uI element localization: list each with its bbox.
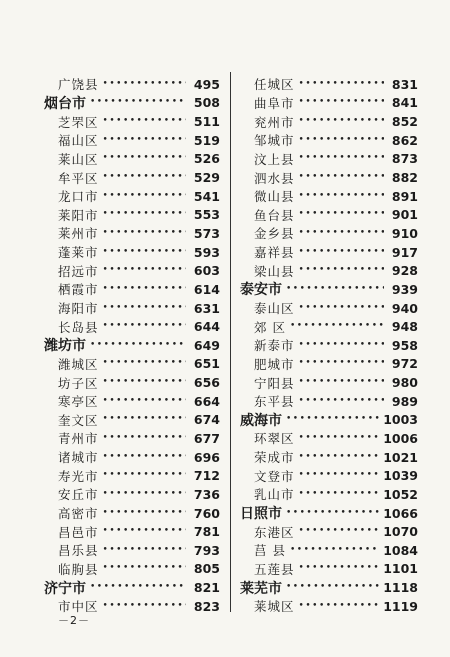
entry-name: 莱城区	[254, 599, 295, 615]
entry-page-number: 841	[391, 95, 418, 111]
entry-name: 东港区	[254, 524, 295, 540]
dot-leader	[299, 154, 384, 163]
dot-leader	[299, 359, 384, 368]
entry-page-number: 529	[193, 170, 220, 186]
entry-name: 莱阳市	[58, 207, 99, 223]
entry-name: 郊 区	[254, 319, 286, 335]
toc-district-entry	[44, 205, 220, 224]
dot-leader	[103, 266, 186, 275]
entry-name: 寿光市	[58, 468, 99, 484]
dot-leader	[103, 546, 186, 555]
entry-name: 招远市	[58, 263, 99, 279]
entry-name: 威海市	[240, 412, 282, 429]
dot-leader	[103, 192, 186, 201]
entry-page-number: 511	[193, 114, 220, 130]
entry-name: 汶上县	[254, 151, 295, 167]
entry-name: 牟平区	[58, 170, 99, 186]
entry-name: 莱州市	[58, 226, 99, 242]
dot-leader	[103, 304, 186, 313]
entry-name: 安丘市	[58, 487, 99, 503]
dot-leader	[299, 248, 384, 257]
entry-page-number: 593	[193, 244, 220, 260]
dot-leader	[299, 210, 384, 219]
entry-page-number: 553	[193, 207, 220, 223]
entry-name: 莱山区	[58, 151, 99, 167]
entry-name: 曲阜市	[254, 95, 295, 111]
entry-name: 泰安市	[240, 282, 282, 299]
toc-district-entry	[44, 299, 220, 318]
entry-page-number: 1070	[383, 524, 418, 540]
toc-district-entry	[44, 75, 220, 94]
toc-district-entry	[240, 317, 418, 336]
toc-district-entry	[44, 522, 220, 541]
toc-district-entry	[240, 336, 418, 355]
dot-leader	[286, 415, 379, 424]
entry-name: 日照市	[240, 506, 282, 523]
entry-page-number: 793	[193, 542, 220, 558]
entry-page-number: 980	[391, 375, 418, 391]
dot-leader	[103, 453, 186, 462]
toc-district-entry	[240, 355, 418, 374]
toc-city-entry	[240, 578, 418, 597]
dot-leader	[103, 285, 186, 294]
dot-leader	[299, 564, 380, 573]
toc-district-entry	[44, 280, 220, 299]
dot-leader	[299, 397, 384, 406]
entry-page-number: 823	[193, 598, 220, 614]
dot-leader	[299, 80, 384, 89]
entry-page-number: 736	[193, 486, 220, 502]
toc-district-entry	[240, 466, 418, 485]
entry-name: 海阳市	[58, 301, 99, 316]
toc-district-entry	[44, 504, 220, 523]
toc-district-entry	[240, 187, 418, 206]
toc-district-entry	[240, 168, 418, 187]
dot-leader	[103, 434, 186, 443]
entry-page-number: 1021	[383, 449, 418, 465]
dot-leader	[299, 471, 380, 480]
toc-district-entry	[240, 131, 418, 150]
dot-leader	[103, 210, 186, 219]
dot-leader	[290, 546, 379, 555]
dot-leader	[103, 80, 186, 89]
entry-page-number: 1039	[383, 468, 418, 484]
entry-name: 济宁市	[44, 580, 86, 597]
entry-page-number: 928	[391, 263, 418, 279]
toc-district-entry	[44, 466, 220, 485]
dot-leader	[299, 453, 380, 462]
entry-name: 环翠区	[254, 431, 295, 447]
entry-page-number: 760	[193, 505, 220, 521]
toc-district-entry	[240, 75, 418, 94]
entry-name: 栖霞市	[58, 282, 99, 298]
dot-leader	[286, 583, 379, 592]
toc-district-entry	[240, 429, 418, 448]
dot-leader	[299, 192, 384, 201]
toc-district-entry	[44, 448, 220, 467]
dot-leader	[299, 229, 384, 238]
entry-name: 广饶县	[58, 77, 99, 93]
toc-district-entry	[44, 243, 220, 262]
toc-city-entry	[44, 336, 220, 355]
dot-leader	[103, 154, 186, 163]
entry-page-number: 862	[391, 132, 418, 148]
toc-district-entry	[240, 560, 418, 579]
entry-name: 蓬莱市	[58, 245, 99, 261]
toc-district-entry	[44, 150, 220, 169]
entry-page-number: 664	[193, 393, 220, 409]
entry-page-number: 1066	[383, 505, 418, 521]
entry-name: 泰山区	[254, 301, 295, 316]
toc-left-column	[44, 75, 220, 616]
toc-district-entry	[240, 205, 418, 224]
entry-name: 莱芜市	[240, 580, 282, 597]
dot-leader	[103, 527, 186, 536]
entry-page-number: 1119	[383, 598, 418, 614]
entry-page-number: 821	[193, 580, 220, 596]
entry-name: 烟台市	[44, 95, 86, 112]
dot-leader	[103, 173, 186, 182]
entry-name: 龙口市	[58, 189, 99, 205]
entry-page-number: 631	[193, 300, 220, 316]
toc-district-entry	[240, 150, 418, 169]
dot-leader	[299, 98, 384, 107]
dot-leader	[103, 136, 186, 145]
entry-page-number: 508	[193, 95, 220, 111]
entry-name: 微山县	[254, 189, 295, 205]
entry-page-number: 1006	[383, 430, 418, 446]
toc-district-entry	[44, 224, 220, 243]
entry-name: 高密市	[58, 506, 99, 522]
entry-name: 嘉祥县	[254, 245, 295, 261]
entry-name: 市中区	[58, 599, 99, 615]
toc-district-entry	[44, 411, 220, 430]
toc-district-entry	[44, 541, 220, 560]
entry-name: 坊子区	[58, 375, 99, 391]
entry-page-number: 674	[193, 412, 220, 428]
entry-page-number: 495	[193, 76, 220, 92]
entry-page-number: 831	[391, 76, 418, 92]
dot-leader	[299, 490, 380, 499]
entry-page-number: 1003	[383, 412, 418, 428]
dot-leader	[299, 602, 380, 611]
entry-name: 肥城市	[254, 356, 295, 372]
toc-district-entry	[240, 261, 418, 280]
entry-page-number: 873	[391, 151, 418, 167]
entry-page-number: 651	[193, 356, 220, 372]
dot-leader	[103, 490, 186, 499]
dot-leader	[299, 266, 384, 275]
dot-leader	[299, 304, 384, 313]
entry-name: 莒 县	[254, 543, 286, 559]
dot-leader	[103, 471, 186, 480]
entry-page-number: 603	[193, 263, 220, 279]
dot-leader	[103, 322, 186, 331]
entry-page-number: 972	[391, 356, 418, 372]
entry-name: 梁山县	[254, 263, 295, 279]
toc-district-entry	[240, 597, 418, 616]
entry-page-number: 958	[391, 337, 418, 353]
entry-name: 青州市	[58, 431, 99, 447]
entry-page-number: 901	[391, 207, 418, 223]
entry-name: 东平县	[254, 394, 295, 410]
toc-district-entry	[240, 485, 418, 504]
dot-leader	[299, 434, 380, 443]
entry-page-number: 940	[391, 300, 418, 316]
toc-district-entry	[240, 224, 418, 243]
entry-name: 荣成市	[254, 450, 295, 466]
dot-leader	[90, 583, 186, 592]
dot-leader	[90, 98, 186, 107]
entry-name: 鱼台县	[254, 207, 295, 223]
dot-leader	[286, 285, 384, 294]
dot-leader	[103, 397, 186, 406]
dot-leader	[299, 527, 380, 536]
entry-page-number: 519	[193, 132, 220, 148]
toc-district-entry	[44, 429, 220, 448]
dot-leader	[103, 564, 186, 573]
toc-district-entry	[44, 187, 220, 206]
entry-page-number: 644	[193, 319, 220, 335]
page-number: －2－	[58, 614, 90, 627]
entry-page-number: 649	[193, 337, 220, 353]
entry-page-number: 712	[193, 468, 220, 484]
toc-city-entry	[240, 411, 418, 430]
dot-leader	[103, 378, 186, 387]
entry-name: 福山区	[58, 133, 99, 149]
entry-name: 五莲县	[254, 561, 295, 577]
toc-district-entry	[240, 448, 418, 467]
toc-district-entry	[240, 373, 418, 392]
entry-name: 泗水县	[254, 170, 295, 186]
entry-page-number: 910	[391, 225, 418, 241]
entry-name: 宁阳县	[254, 375, 295, 391]
toc-city-entry	[240, 280, 418, 299]
entry-page-number: 1052	[383, 486, 418, 502]
toc-district-entry	[240, 541, 418, 560]
dot-leader	[299, 117, 384, 126]
dot-leader	[290, 322, 384, 331]
toc-district-entry	[44, 355, 220, 374]
toc-city-entry	[44, 578, 220, 597]
dot-leader	[103, 415, 186, 424]
toc-district-entry	[240, 392, 418, 411]
toc-district-entry	[44, 485, 220, 504]
entry-page-number: 1084	[383, 542, 418, 558]
toc-district-entry	[44, 168, 220, 187]
toc-district-entry	[44, 373, 220, 392]
entry-page-number: 805	[193, 561, 220, 577]
entry-page-number: 656	[193, 375, 220, 391]
entry-name: 长岛县	[58, 319, 99, 335]
entry-name: 奎文区	[58, 412, 99, 428]
column-divider	[230, 72, 231, 612]
entry-page-number: 917	[391, 244, 418, 260]
entry-name: 兖州市	[254, 114, 295, 130]
entry-name: 芝罘区	[58, 114, 99, 130]
dot-leader	[299, 341, 384, 350]
entry-name: 潍坊市	[44, 338, 86, 355]
toc-district-entry	[240, 299, 418, 318]
dot-leader	[299, 173, 384, 182]
entry-name: 寒亭区	[58, 394, 99, 410]
dot-leader	[103, 509, 186, 518]
toc-city-entry	[44, 94, 220, 113]
toc-district-entry	[240, 243, 418, 262]
entry-page-number: 852	[391, 114, 418, 130]
dot-leader	[103, 117, 186, 126]
toc-city-entry	[240, 504, 418, 523]
entry-page-number: 573	[193, 225, 220, 241]
dot-leader	[103, 602, 186, 611]
entry-page-number: 939	[391, 281, 418, 297]
entry-name: 文登市	[254, 468, 295, 484]
toc-district-entry	[240, 94, 418, 113]
toc-district-entry	[44, 261, 220, 280]
entry-page-number: 882	[391, 170, 418, 186]
toc-district-entry	[44, 560, 220, 579]
entry-name: 潍城区	[58, 356, 99, 372]
entry-page-number: 781	[193, 524, 220, 540]
entry-name: 新泰市	[254, 338, 295, 354]
toc-district-entry	[44, 317, 220, 336]
entry-name: 昌邑市	[58, 524, 99, 540]
dot-leader	[299, 136, 384, 145]
entry-name: 金乡县	[254, 226, 295, 242]
entry-page-number: 989	[391, 393, 418, 409]
entry-name: 任城区	[254, 77, 295, 93]
dot-leader	[286, 509, 379, 518]
entry-page-number: 614	[193, 281, 220, 297]
toc-district-entry	[240, 112, 418, 131]
toc-right-column	[240, 75, 418, 616]
entry-page-number: 677	[193, 430, 220, 446]
entry-page-number: 1118	[383, 580, 418, 596]
entry-name: 昌乐县	[58, 543, 99, 559]
dot-leader	[103, 248, 186, 257]
dot-leader	[90, 341, 186, 350]
entry-page-number: 948	[391, 319, 418, 335]
entry-page-number: 526	[193, 151, 220, 167]
entry-page-number: 541	[193, 188, 220, 204]
toc-district-entry	[44, 131, 220, 150]
entry-page-number: 1101	[383, 561, 418, 577]
entry-page-number: 696	[193, 449, 220, 465]
entry-page-number: 891	[391, 188, 418, 204]
dot-leader	[103, 229, 186, 238]
entry-name: 诸城市	[58, 450, 99, 466]
toc-district-entry	[44, 112, 220, 131]
dot-leader	[299, 378, 384, 387]
toc-district-entry	[240, 522, 418, 541]
entry-name: 乳山市	[254, 487, 295, 503]
entry-name: 邹城市	[254, 133, 295, 149]
dot-leader	[103, 359, 186, 368]
toc-district-entry	[44, 392, 220, 411]
entry-name: 临朐县	[58, 561, 99, 577]
